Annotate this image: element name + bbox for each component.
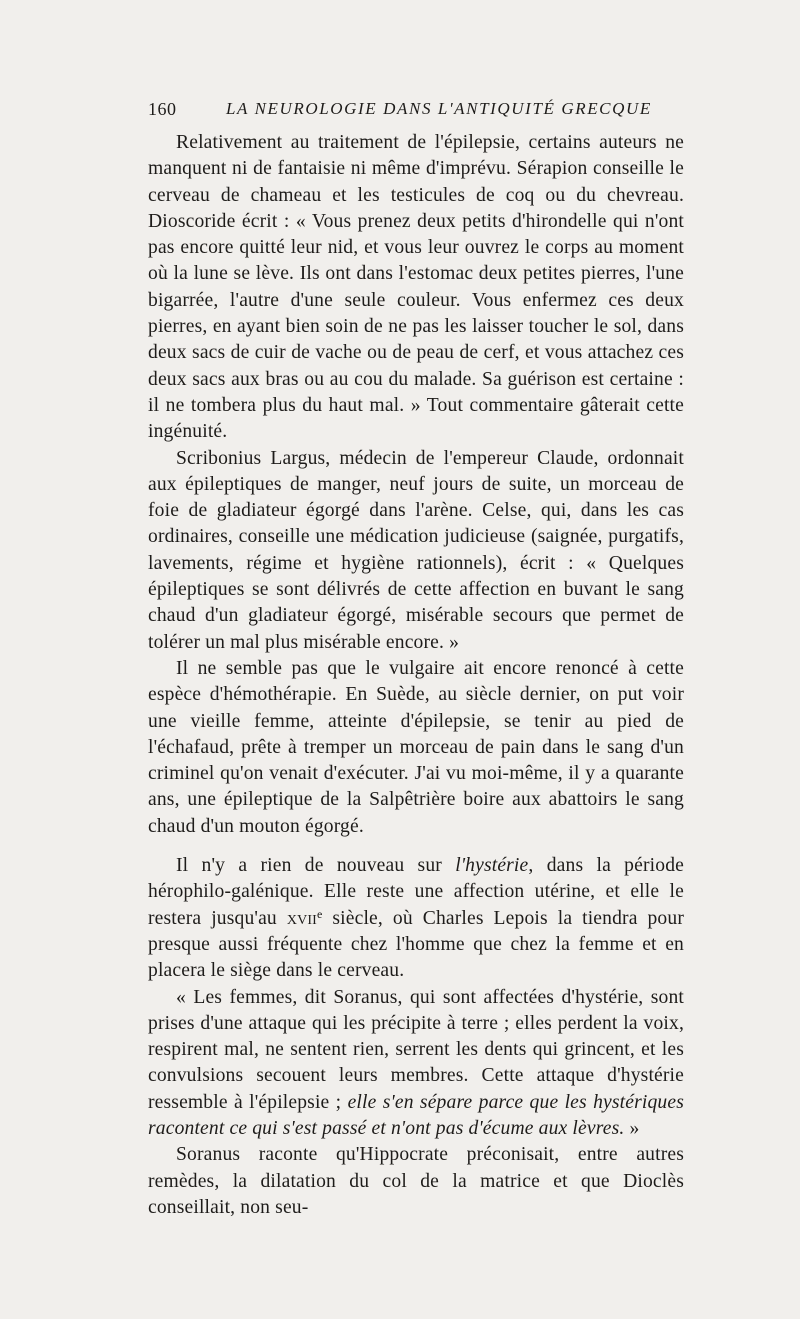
century-superscript: e <box>316 906 323 921</box>
paragraph-epilepsy-treatment: Relativement au traitement de l'épilepsie, certains auteurs ne manquent ni de fantaisie ni même d'imprévu. Sérapion conseille le cerveau de chameau et les testicules de coq ou du chevreau. Dioscoride écrit : « Vous prenez deux petits d'hirondelle qui n'ont pas encore quitté leur nid, et vous leur ouvrez le corps au moment où la lune se lève. Ils ont dans l'estomac deux petites pierres, l'une bigarrée, l'autre d'une seule couleur. Vous enfermez ces deux pierres, en ayant bien soin de ne pas les laisser toucher le sol, dans deux sacs de cuir de vache ou de peau de cerf, et vous attachez ces deux sacs aux bras ou au cou du malade. Sa guérison est certaine : il ne tombera plus du haut mal. » Tout commentaire gâterait cette ingénuité. <box>148 132 684 443</box>
hysteria-term: l'hystérie <box>455 855 529 877</box>
hysteria-text-c: siècle, où Charles Lepois la tiendra pour presque aussi fréquente chez l'homme que chez la femme et en placera le siège dans le cerveau. <box>148 907 684 982</box>
hysteria-text-a: Il n'y a rien de nouveau sur <box>176 855 456 877</box>
soranus-text-b: » <box>624 1117 640 1139</box>
paragraph-soranus-quote <box>148 985 684 1143</box>
page-number: 160 <box>148 99 177 119</box>
century-numeral: xvii <box>286 907 317 929</box>
paragraph-hemotherapy: Il ne semble pas que le vulgaire ait encore renoncé à cette espèce d'hémothérapie. En Suède, au siècle dernier, on put voir une vieille femme, atteinte d'épilepsie, se tenir au pied de l'échafaud, prête à tremper un morceau de pain dans le sang d'un criminel qu'on venait d'exécuter. J'ai vu moi-même, il y a quarante ans, une épileptique de la Salpêtrière boire aux abattoirs le sang chaud d'un mouton égorgé. <box>148 657 684 837</box>
running-title: LA NEUROLOGIE DANS L'ANTIQUITÉ GRECQUE <box>226 99 652 118</box>
paragraph-scribonius: Scribonius Largus, médecin de l'empereur Claude, ordonnait aux épileptiques de manger, neuf jours de suite, un morceau de foie de gladiateur égorgé dans l'arène. Celse, qui, dans les cas ordinaires, conseille une médication judicieuse (saignée, purgatifs, lavements, régime et hygiène rationnels), écrit : « Quelques épileptiques se sont délivrés de cette affection en buvant le sang chaud d'un gladiateur égorgé, misérable secours que permet de tolérer un mal plus misérable encore. » <box>148 447 684 653</box>
paragraph-hysteria <box>148 853 684 984</box>
body-text <box>148 130 684 1221</box>
soranus-text-a: « Les femmes, dit Soranus, qui sont affectées d'hystérie, sont prises d'une attaque qui les précipite à terre ; elles perdent la voix, respirent mal, ne sentent rien, serrent les dents qui grincent, et les convulsions secouent leurs membres. Cette attaque d'hystérie ressemble à l'épilepsie ; <box>148 986 684 1113</box>
paragraph-soranus-remedies: Soranus raconte qu'Hippocrate préconisait, entre autres remèdes, la dilatation du col de la matrice et que Dioclès conseillait, non seu- <box>148 1144 684 1218</box>
running-header <box>148 97 678 121</box>
soranus-italic-quote: elle s'en sépare parce que les hystériques racontent ce qui s'est passé et n'ont pas d'écume aux lèvres. <box>148 1091 684 1139</box>
hysteria-text-b: , dans la période hérophilo-galénique. Elle reste une affection utérine, et elle le restera jusqu'au <box>148 855 684 929</box>
